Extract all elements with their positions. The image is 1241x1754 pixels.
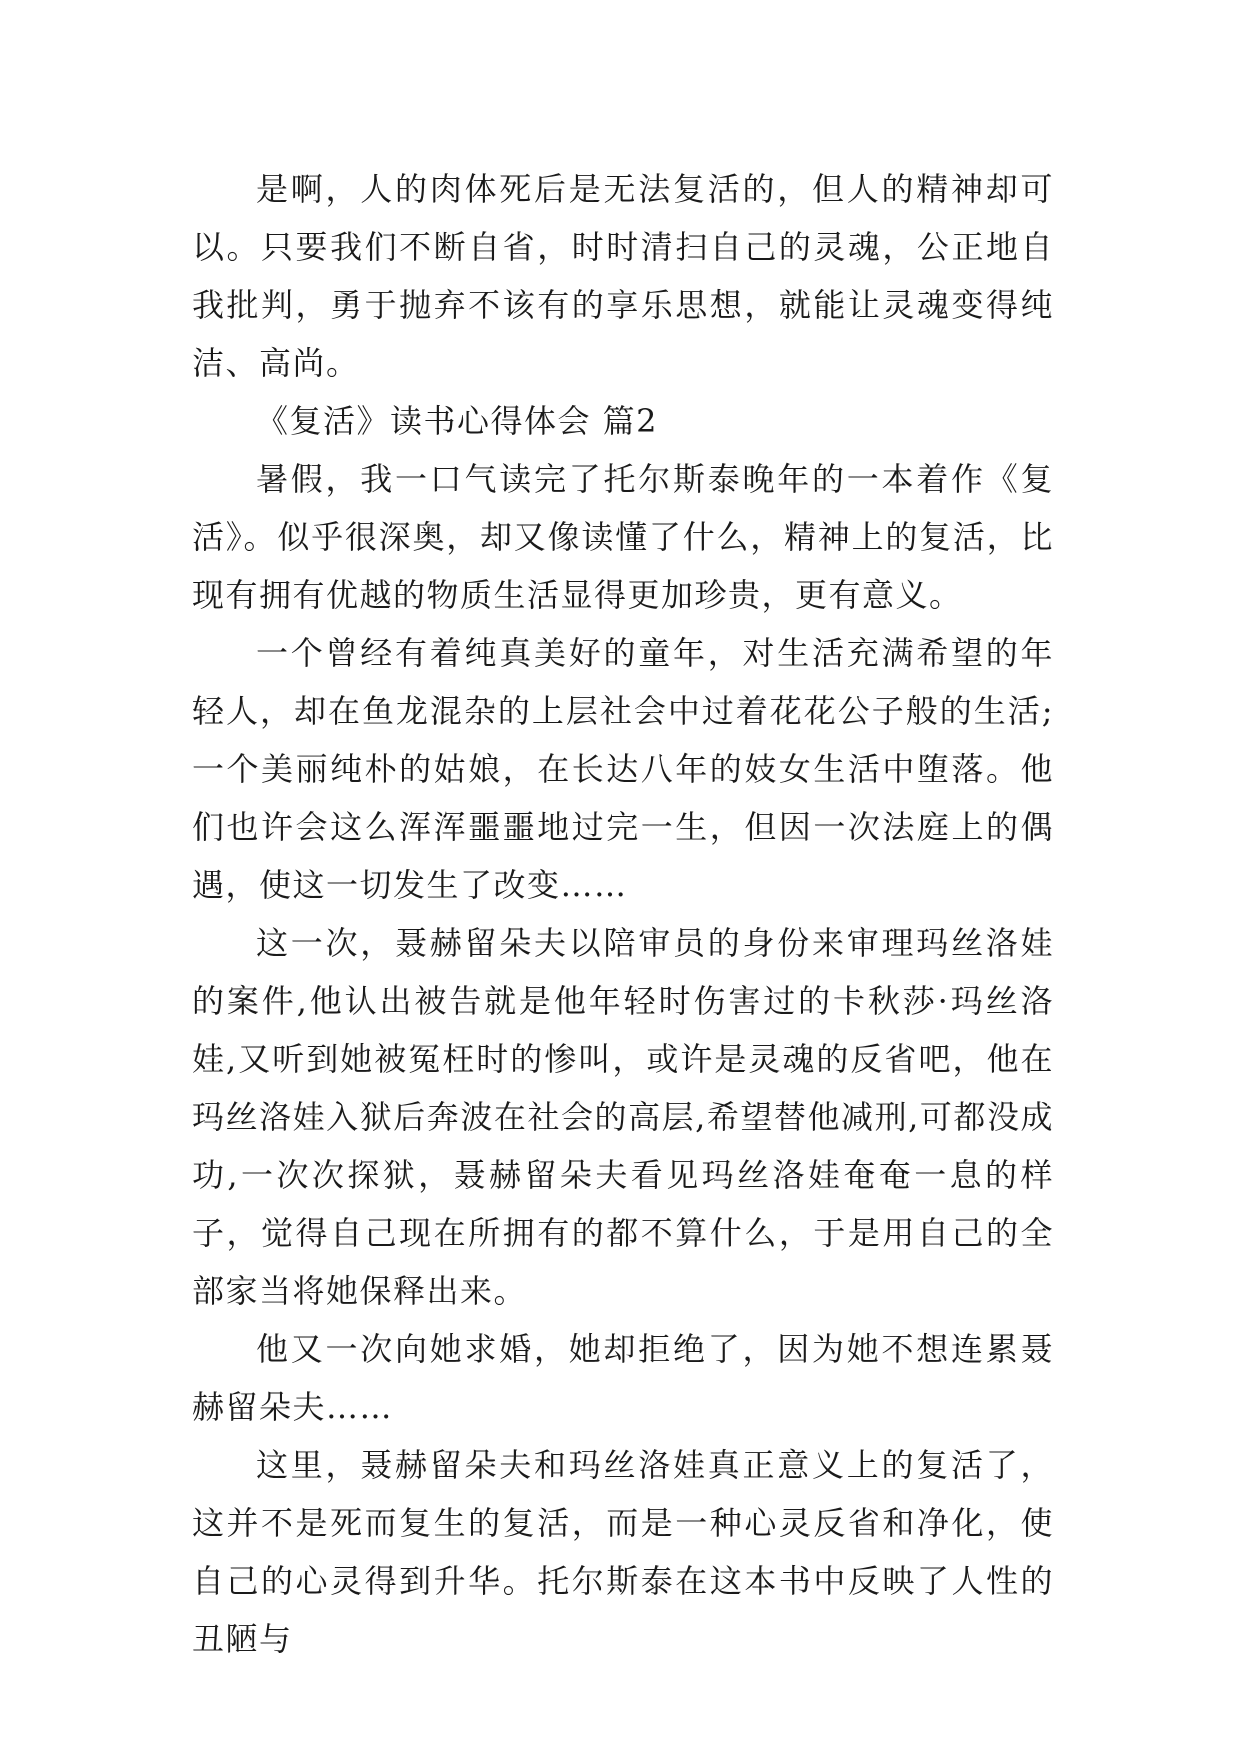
section-heading: 《复活》读书心得体会 篇2 [256,402,659,440]
paragraph: 这里，聂赫留朵夫和玛丝洛娃真正意义上的复活了，这并不是死而复生的复活，而是一种心灵反省和净化，使自己的心灵得到升华。托尔斯泰在这本书中反映了人性的丑陋与 [192,1446,1054,1658]
paragraph: 这一次，聂赫留朵夫以陪审员的身份来审理玛丝洛娃的案件,他认出被告就是他年轻时伤害过的卡秋莎·玛丝洛娃,又听到她被冤枉时的惨叫，或许是灵魂的反省吧，他在玛丝洛娃入狱后奔波在社会的高层,希望替他减刑,可都没成功,一次次探狱，聂赫留朵夫看见玛丝洛娃奄奄一息的样子，觉得自己现在所拥有的都不算什么，于是用自己的全部家当将她保释出来。 [192,924,1054,1310]
paragraph: 暑假，我一口气读完了托尔斯泰晚年的一本着作《复活》。似乎很深奥，却又像读懂了什么，精神上的复活，比现有拥有优越的物质生活显得更加珍贵，更有意义。 [192,460,1054,614]
paragraph: 一个曾经有着纯真美好的童年，对生活充满希望的年轻人，却在鱼龙混杂的上层社会中过着花花公子般的生活;一个美丽纯朴的姑娘，在长达八年的妓女生活中堕落。他们也许会这么浑浑噩噩地过完一生，但因一次法庭上的偶遇，使这一切发生了改变…… [192,634,1054,904]
paragraph: 是啊，人的肉体死后是无法复活的，但人的精神却可以。只要我们不断自省，时时清扫自己的灵魂，公正地自我批判，勇于抛弃不该有的享乐思想，就能让灵魂变得纯洁、高尚。 [192,170,1054,382]
paragraph: 他又一次向她求婚，她却拒绝了，因为她不想连累聂赫留朵夫…… [192,1330,1054,1426]
document-body [192,160,1054,1668]
